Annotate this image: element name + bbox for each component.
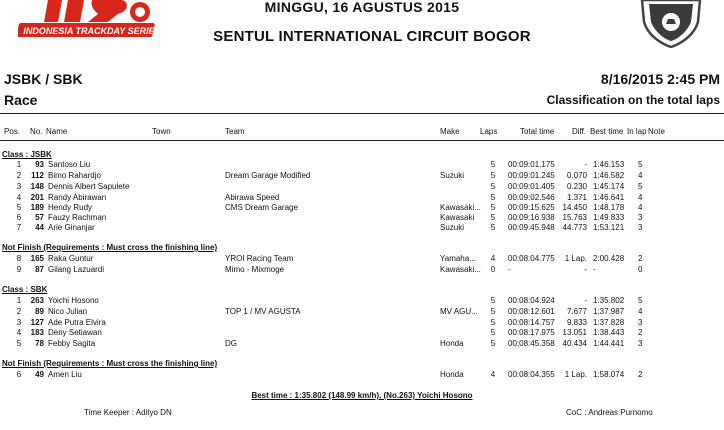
- cell-total-time: 00:09:45.948: [508, 223, 555, 232]
- cell-rider-name: Fauzy Rachman: [48, 213, 107, 222]
- cell-diff: -: [584, 160, 587, 169]
- cell-rider-name: Raka Guntur: [48, 254, 94, 263]
- cell-laps: 5: [490, 318, 496, 327]
- cell-diff: 1 Lap.: [564, 254, 587, 263]
- cell-laps: 5: [490, 296, 496, 305]
- result-row: [0, 203, 724, 213]
- cell-total-time: 00:09:01.405: [508, 182, 555, 191]
- col-no: No.: [30, 127, 43, 136]
- cell-laps: 5: [490, 171, 496, 180]
- section-jsbk-not-finish: Not Finish (Requirements : Must cross the finishing line): [2, 243, 218, 252]
- cell-make: Yamaha...: [440, 254, 476, 263]
- cell-best-time: 1:58.074: [593, 370, 625, 379]
- cell-total-time: 00:08:12.601: [508, 307, 555, 316]
- cell-laps: 5: [490, 203, 496, 212]
- cell-rider-number: 189: [30, 203, 44, 212]
- cell-pos: 1: [16, 160, 22, 169]
- cell-diff: 44.773: [562, 223, 587, 232]
- cell-make: Kawasaki...: [440, 203, 481, 212]
- col-diff: Diff.: [572, 127, 587, 136]
- cell-diff: 7.677: [566, 307, 587, 316]
- cell-in-lap: 4: [638, 193, 643, 202]
- cell-pos: 6: [16, 213, 22, 222]
- cell-best-time: 1:53.121: [593, 223, 625, 232]
- cell-team: TOP 1 / MV AGUSTA: [225, 307, 301, 316]
- cell-team: Abirawa Speed: [225, 193, 280, 202]
- cell-rider-name: Deny Setiawan: [48, 328, 102, 337]
- cell-pos: 5: [16, 203, 22, 212]
- cell-pos: 4: [16, 328, 22, 337]
- result-row: [0, 213, 724, 223]
- cell-pos: 2: [16, 307, 22, 316]
- cell-team: Dream Garage Modified: [225, 171, 311, 180]
- cell-rider-number: 165: [30, 254, 44, 263]
- cell-rider-name: Nico Julian: [48, 307, 88, 316]
- cell-rider-number: 263: [30, 296, 44, 305]
- cell-best-time: 1:38.443: [593, 328, 625, 337]
- result-row: [0, 254, 724, 264]
- cell-diff: -: [584, 296, 587, 305]
- cell-rider-name: Bimo Rahardjo: [48, 171, 101, 180]
- cell-diff: 1 Lap.: [564, 370, 587, 379]
- cell-rider-number: 127: [30, 318, 44, 327]
- result-row: [0, 182, 724, 192]
- cell-team: DG: [225, 339, 237, 348]
- cell-pos: 4: [16, 193, 22, 202]
- cell-laps: 5: [490, 160, 496, 169]
- cell-laps: 4: [490, 370, 496, 379]
- cell-in-lap: 3: [638, 318, 643, 327]
- cell-rider-name: Ade Putra Elvira: [48, 318, 106, 327]
- cell-in-lap: 5: [638, 160, 643, 169]
- col-laps: Laps: [480, 127, 498, 136]
- cell-total-time: 00:08:45.358: [508, 339, 555, 348]
- cell-in-lap: 3: [638, 339, 643, 348]
- col-name: Name: [46, 127, 68, 136]
- result-row: [0, 328, 724, 338]
- cell-laps: 5: [490, 223, 496, 232]
- section-jsbk: Class : JSBK: [2, 150, 52, 159]
- cell-diff: 40.434: [562, 339, 587, 348]
- cell-in-lap: 2: [638, 370, 643, 379]
- cell-make: Honda: [440, 370, 464, 379]
- cell-rider-number: 93: [35, 160, 44, 169]
- cell-in-lap: 3: [638, 223, 643, 232]
- result-row: [0, 318, 724, 328]
- cell-laps: 5: [490, 307, 496, 316]
- cell-rider-name: Santoso Liu: [48, 160, 91, 169]
- cell-best-time: 1:46.641: [593, 193, 625, 202]
- best-time-summary: Best time : 1:35.802 (148.99 km/h), (No.263) Yoichi Hosono: [251, 391, 473, 400]
- result-row: [0, 296, 724, 306]
- cell-best-time: 1:37.828: [593, 318, 625, 327]
- cell-best-time: 1:35.802: [593, 296, 625, 305]
- cell-rider-number: 183: [30, 328, 44, 337]
- cell-make: Kawasaki...: [440, 265, 481, 274]
- cell-best-time: 1:37.987: [593, 307, 625, 316]
- cell-in-lap: 5: [638, 182, 643, 191]
- result-row: [0, 307, 724, 317]
- cell-total-time: 00:09:01.175: [508, 160, 555, 169]
- cell-pos: 7: [16, 223, 22, 232]
- col-total: Total time: [520, 127, 555, 136]
- col-town: Town: [152, 127, 171, 136]
- cell-best-time: -: [593, 265, 596, 274]
- cell-total-time: 00:08:04.775: [508, 254, 555, 263]
- cell-in-lap: 0: [638, 265, 643, 274]
- cell-in-lap: 4: [638, 307, 643, 316]
- cell-best-time: 1:48.178: [593, 203, 625, 212]
- report-timestamp: 8/16/2015 2:45 PM: [600, 71, 720, 87]
- cell-best-time: 1:49.833: [593, 213, 625, 222]
- cell-total-time: 00:09:16.938: [508, 213, 555, 222]
- cell-team: CMS Dream Garage: [225, 203, 298, 212]
- cell-rider-number: 44: [35, 223, 44, 232]
- cell-total-time: 00:08:04.924: [508, 296, 555, 305]
- cell-diff: -: [584, 265, 587, 274]
- result-row: [0, 370, 724, 380]
- col-best: Best time: [590, 127, 624, 136]
- cell-rider-number: 87: [35, 265, 44, 274]
- cell-rider-name: Randy Abirawan: [48, 193, 107, 202]
- cell-pos: 2: [16, 171, 22, 180]
- cell-laps: 4: [490, 254, 496, 263]
- cell-pos: 6: [16, 370, 22, 379]
- cell-make: Suzuki: [440, 223, 465, 232]
- cell-diff: 9.833: [566, 318, 587, 327]
- cell-total-time: 00:08:14.757: [508, 318, 555, 327]
- cell-best-time: 2:00.428: [593, 254, 625, 263]
- class-title: JSBK / SBK: [4, 71, 83, 87]
- event-date: MINGGU, 16 AGUSTUS 2015: [264, 0, 460, 15]
- result-row: [0, 265, 724, 275]
- cell-laps: 0: [490, 265, 496, 274]
- cell-in-lap: 4: [638, 203, 643, 212]
- cell-rider-number: 57: [35, 213, 44, 222]
- col-make: Make: [440, 127, 460, 136]
- cell-make: Suzuki: [440, 171, 465, 180]
- cell-total-time: 00:09:15.625: [508, 203, 555, 212]
- section-sbk: Class : SBK: [2, 285, 48, 294]
- cell-diff: 0.070: [566, 171, 587, 180]
- circuit-name: SENTUL INTERNATIONAL CIRCUIT BOGOR: [213, 28, 531, 45]
- cell-rider-number: 201: [30, 193, 44, 202]
- session-title: Race: [4, 92, 38, 108]
- cell-diff: 14.450: [562, 203, 587, 212]
- cell-diff: 15.763: [562, 213, 587, 222]
- cell-pos: 3: [16, 318, 22, 327]
- cell-rider-number: 112: [31, 171, 44, 180]
- cell-laps: 5: [490, 328, 496, 337]
- col-pos: Pos.: [4, 127, 21, 136]
- cell-rider-name: Gilang Lazuardi: [48, 265, 105, 274]
- cell-team: Mimo - Mixmoge: [225, 265, 285, 274]
- cell-make: Kawasaki: [440, 213, 475, 222]
- cell-in-lap: 2: [638, 328, 643, 337]
- cell-laps: 5: [490, 193, 496, 202]
- cell-pos: 5: [16, 339, 22, 348]
- cell-laps: 5: [490, 182, 496, 191]
- cell-total-time: 00:08:17.975: [508, 328, 555, 337]
- cell-team: YROI Racing Team: [225, 254, 294, 263]
- cell-diff: 13.051: [562, 328, 587, 337]
- divider: [0, 113, 724, 114]
- cell-in-lap: 5: [638, 296, 643, 305]
- cell-rider-name: Hendy Rudy: [48, 203, 93, 212]
- result-row: [0, 193, 724, 203]
- cell-laps: 5: [490, 339, 496, 348]
- cell-best-time: 1:45.174: [593, 182, 625, 191]
- cell-rider-name: Arie Ginanjar: [48, 223, 95, 232]
- cell-diff: 1.371: [566, 193, 587, 202]
- result-row: [0, 223, 724, 233]
- section-sbk-not-finish: Not Finish (Requirements : Must cross the finishing line): [2, 359, 218, 368]
- cell-laps: 5: [490, 213, 496, 222]
- cell-rider-name: Yoichi Hosono: [48, 296, 99, 305]
- cell-rider-number: 148: [30, 182, 44, 191]
- result-row: [0, 171, 724, 181]
- cell-rider-number: 89: [35, 307, 44, 316]
- divider: [0, 140, 724, 141]
- cell-make: Honda: [440, 339, 464, 348]
- cell-rider-number: 78: [35, 339, 44, 348]
- svg-text:INDONESIA TRACKDAY SERIES: INDONESIA TRACKDAY SERIES: [23, 26, 161, 36]
- cell-pos: 8: [16, 254, 22, 263]
- cell-in-lap: 4: [638, 171, 643, 180]
- cell-rider-name: Amen Liu: [48, 370, 82, 379]
- cell-rider-name: Dennis Albert Sapulete: [48, 182, 130, 191]
- cell-total-time: 00:09:02.546: [508, 193, 555, 202]
- col-team: Team: [225, 127, 245, 136]
- cell-pos: 9: [16, 265, 22, 274]
- result-row: [0, 160, 724, 170]
- cell-rider-name: Febby Sagita: [48, 339, 96, 348]
- cell-pos: 1: [16, 296, 22, 305]
- cell-total-time: -: [508, 265, 511, 274]
- col-inlap: In lap: [627, 127, 647, 136]
- cell-in-lap: 2: [638, 254, 643, 263]
- cell-total-time: 00:09:01.245: [508, 171, 555, 180]
- cell-best-time: 1:46.153: [593, 160, 625, 169]
- time-keeper: Time Keeper : Adityo DN: [84, 408, 172, 417]
- cell-diff: 0.230: [566, 182, 587, 191]
- cell-total-time: 00:08:04.355: [508, 370, 555, 379]
- cell-best-time: 1:44.441: [593, 339, 625, 348]
- cell-in-lap: 3: [638, 213, 643, 222]
- cell-rider-number: 49: [35, 370, 44, 379]
- result-row: [0, 339, 724, 349]
- clerk-of-course: CoC : Andreas Purnomo: [566, 408, 653, 417]
- cell-best-time: 1:46.582: [593, 171, 625, 180]
- classification-title: Classification on the total laps: [546, 93, 720, 107]
- col-note: Note: [648, 127, 665, 136]
- cell-pos: 3: [16, 182, 22, 191]
- cell-make: MV AGU...: [440, 307, 478, 316]
